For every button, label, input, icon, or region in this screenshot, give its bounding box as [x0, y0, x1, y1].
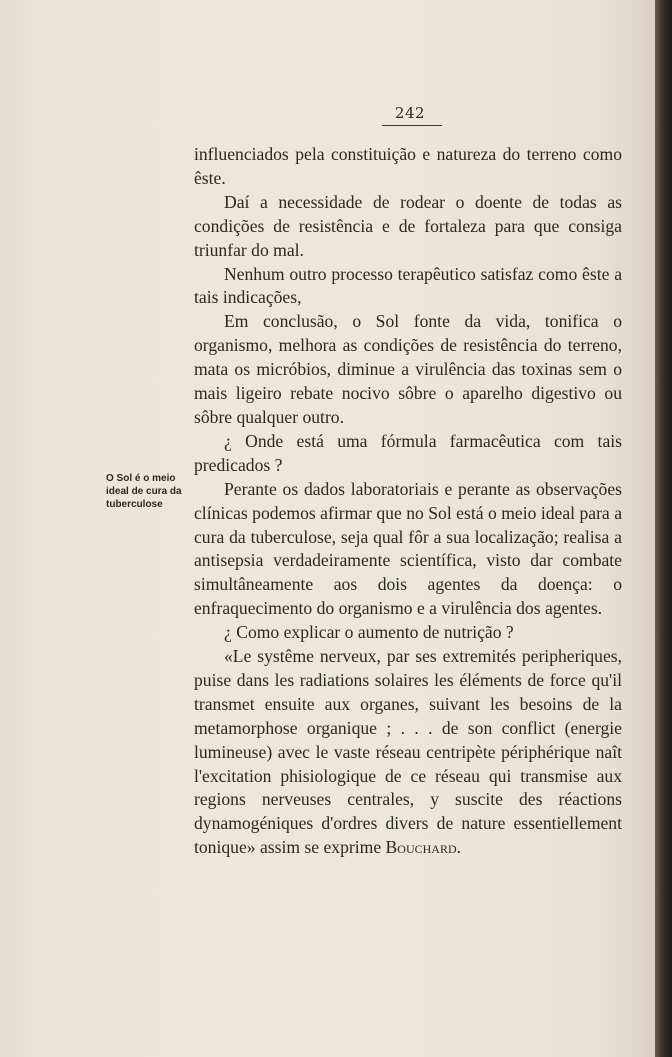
paragraph-8	[194, 645, 622, 860]
page-edge-shadow	[655, 0, 672, 1057]
paragraph-2: Daí a necessidade de rodear o doente de todas as condições de resistência e de fortaleza para que consiga triunfar do mal.	[194, 191, 622, 260]
paragraph-6: Perante os dados laboratoriais e perante as observações clínicas podemos afirmar que no Sol está o meio ideal para a cura da tuberculose, seja qual fôr a sua localização; realisa a antisepsia verdadeiramente scientífica, visto dar combate simultâneamente aos dois agentes da doença: o enfraquecimento do organismo e a virulência dos agentes.	[194, 478, 622, 619]
paragraph-3: Nenhum outro processo terapêutico satisfaz como êste a tais indicações,	[194, 263, 622, 308]
quote-text: «Le systême nerveux, par ses extremités peripheriques, puise dans les radiations solaires les éléments de force qu'il transmet ensuite aux organes, suivant les besoins de la metamorphose organique ; . . . de son conflict (energie lumineuse) avec le vaste réseau centripète périphérique naît l'excitation phisiologique de ce réseau qui transmise aux regions nerveuses centrales, y suscite des réactions dynamogéniques d'ordres divers de nature essentiellement tonique» assim se exprime	[194, 646, 622, 858]
paragraph-7: ¿ Como explicar o aumento de nutrição ?	[224, 622, 514, 643]
paragraph-1: influenciados pela constituição e natureza do terreno como êste.	[194, 144, 622, 188]
body-text	[194, 143, 622, 860]
page-number-rule	[382, 125, 442, 126]
page-number: 242	[394, 104, 426, 122]
paragraph-5: ¿ Onde está uma fórmula farmacêutica com tais predicados ?	[194, 430, 622, 475]
quote-end: .	[456, 837, 462, 858]
paragraph-4: Em conclusão, o Sol fonte da vida, tonifica o organismo, melhora as condições de resistência do terreno, mata os micróbios, diminue a virulência das toxinas sem o mais ligeiro rebate nocivo sôbre o aparelho digestivo ou sôbre qualquer outro.	[194, 311, 622, 427]
author-name: Bouchard	[385, 837, 457, 858]
margin-note: O Sol é o meio ideal de cura da tuberculose	[106, 473, 182, 510]
